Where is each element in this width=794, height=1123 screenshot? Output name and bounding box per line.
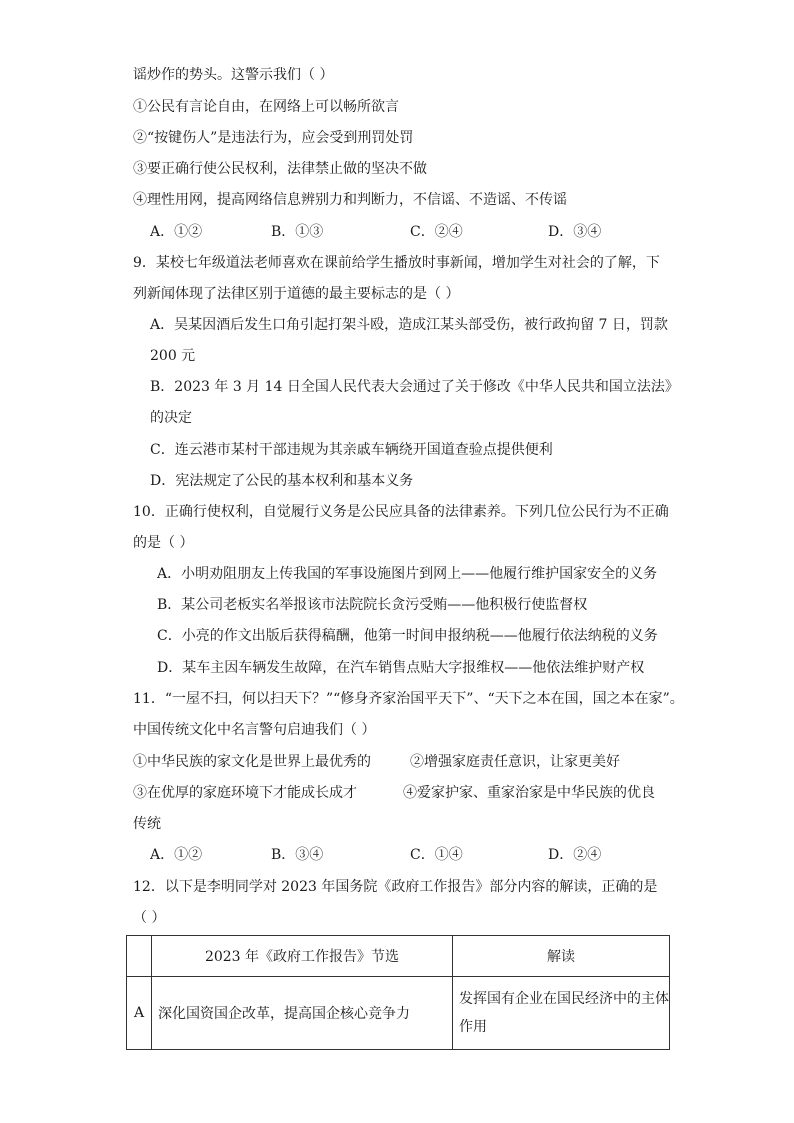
q12-stem-line-2: （ ） [133,910,166,926]
q9-option-d[interactable]: D．宪法规定了公民的基本权利和基本义务 [150,473,414,489]
table-row-excerpt-text: 深化国资国企改革，提高国企核心竞争力 [158,1006,410,1022]
q11-stem-line-1: 11．“一屋不扫，何以扫天下？”“修身齐家治国平天下”、“天下之本在国，国之本在家”。 [133,691,684,707]
q9-option-b-cont: 的决定 [150,410,192,426]
q11-item-4: ④爱家护家、重家治家是中华民族的优良 [403,785,655,801]
q8-item-1: ①公民有言论自由，在网络上可以畅所欲言 [133,99,399,115]
q12-stem-line-1: 12．以下是李明同学对 2023 年国务院《政府工作报告》部分内容的解读，正确的是 [133,879,658,895]
q8-item-3: ③要正确行使公民权利，法律禁止做的坚决不做 [133,161,427,177]
q10-stem-line-2: 的是（ ） [133,535,194,551]
q11-item-3: ③在优厚的家庭环境下才能成长成才 [133,785,357,801]
table-header-interpretation: 解读 [453,936,670,977]
q11-item-2: ②增强家庭责任意识，让家更美好 [410,754,620,770]
table-row-interpretation-text: 发挥国有企业在国民经济中的主体作用 [459,991,669,1035]
q9-stem-line-1: 9．某校七年级道法老师喜欢在课前给学生播放时事新闻，增加学生对社会的了解，下 [133,255,660,271]
table-row[interactable] [127,977,670,1050]
q9-option-a-cont: 200 元 [150,348,196,364]
q11-stem-line-2: 中国传统文化中名言警句启迪我们（ ） [133,722,376,738]
q8-item-2: ②“按键伤人”是违法行为，应会受到刑罚处罚 [133,130,414,146]
q11-item-4-cont: 传统 [133,816,161,832]
q10-stem-line-1: 10．正确行使权利，自觉履行义务是公民应具备的法律素养。下列几位公民行为不正确 [133,504,669,520]
table-row-label: A [127,977,152,1050]
q8-option-d[interactable]: D．③④ [548,224,602,240]
table-row-interpretation [453,977,670,1050]
q9-option-a[interactable]: A．吴某因酒后发生口角引起打架斗殴，造成江某头部受伤，被行政拘留 7 日，罚款 [150,317,668,333]
q9-option-c[interactable]: C．连云港市某村干部违规为其亲戚车辆绕开国道查验点提供便利 [150,442,553,458]
q10-option-a[interactable]: A．小明劝阻朋友上传我国的军事设施图片到网上——他履行维护国家安全的义务 [157,566,658,582]
table-row-excerpt [152,977,453,1050]
q11-option-b[interactable]: B．③④ [271,847,324,863]
q8-option-c[interactable]: C．②④ [410,224,463,240]
q9-option-b[interactable]: B．2023 年 3 月 14 日全国人民代表大会通过了关于修改《中华人民共和国立法法》 [150,379,679,395]
q8-stem-tail: 谣炒作的势头。这警示我们（ ） [133,67,334,83]
q10-option-c[interactable]: C．小亮的作文出版后获得稿酬，他第一时间申报纳税——他履行依法纳税的义务 [157,628,658,644]
q9-stem-line-2: 列新闻体现了法律区别于道德的最主要标志的是（ ） [133,286,460,302]
q11-option-a[interactable]: A．①② [150,847,203,863]
q11-option-d[interactable]: D．②④ [548,847,602,863]
q8-option-a[interactable]: A．①② [150,224,203,240]
q8-item-4: ④理性用网，提高网络信息辨别力和判断力，不信谣、不造谣、不传谣 [133,192,567,208]
q8-option-b[interactable]: B．①③ [271,224,324,240]
q10-option-d[interactable]: D．某车主因车辆发生故障，在汽车销售点贴大字报维权——他依法维护财产权 [157,660,645,676]
table-header-row [127,936,670,977]
report-table [126,935,670,1050]
table-header-excerpt: 2023 年《政府工作报告》节选 [152,936,453,977]
q11-item-1: ①中华民族的家文化是世界上最优秀的 [133,754,371,770]
q11-option-c[interactable]: C．①④ [410,847,463,863]
q10-option-b[interactable]: B．某公司老板实名举报该市法院院长贪污受贿——他积极行使监督权 [157,597,588,613]
table-header-label [127,936,152,977]
